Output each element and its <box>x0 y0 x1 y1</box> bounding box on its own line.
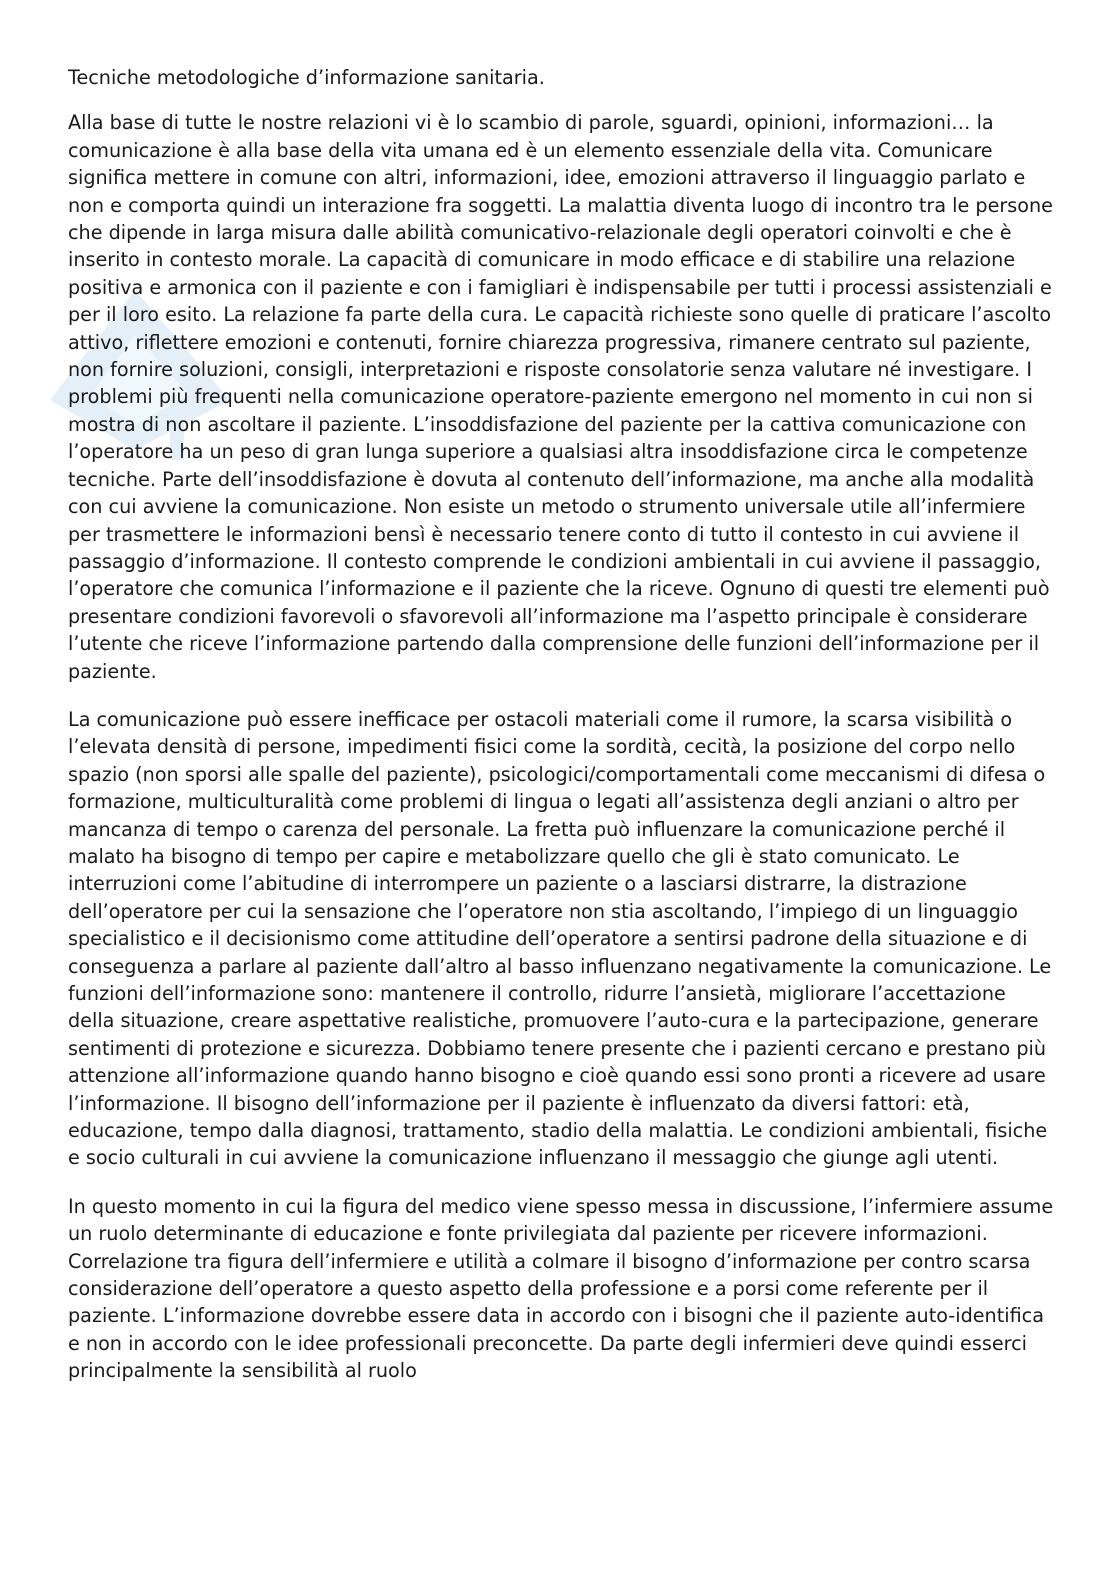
paragraph-3: In questo momento in cui la figura del medico viene spesso messa in discussione, l’infermiere assume un ruolo determinante di educazione e fonte privilegiata dal paziente per ricevere informazioni. Correlazione tra figura dell’infermiere e utilità a colmare il bisogno d’informazione per contro scarsa considerazione dell’operatore a questo aspetto della professione e a porsi come referente per il paziente. L’informazione dovrebbe essere data in accordo con i bisogni che il paziente auto-identifica e non in accordo con le idee professionali preconcette. Da parte degli infermieri deve quindi esserci principalmente la sensibilità al ruolo <box>68 1194 1054 1383</box>
document-title: Tecniche metodologiche d’informazione sanitaria. <box>68 66 545 89</box>
paragraph-1: Alla base di tutte le nostre relazioni vi è lo scambio di parole, sguardi, opinioni, informazioni… la comunicazione è alla base della vita umana ed è un elemento essenziale della vita. Comunicare significa mettere in comune con altri, informazioni, idee, emozioni attraverso il linguaggio parlato e non e comporta quindi un interazione fra soggetti. La malattia diventa luogo di incontro tra le persone che dipende in larga misura dalle abilità comunicativo-relazionale degli operatori coinvolti e che è inserito in contesto morale. La capacità di comunicare in modo efficace e di stabilire una relazione positiva e armonica con il paziente e con i famigliari è indispensabile per tutti i processi assistenziali e per il loro esito. La relazione fa parte della cura. Le capacità richieste sono quelle di praticare l’ascolto attivo, riflettere emozioni e contenuti, fornire chiarezza progressiva, rimanere centrato sul paziente, non fornire soluzioni, consigli, interpretazioni e risposte consolatorie senza valutare né investigare. I problemi più frequenti nella comunicazione operatore-paziente emergono nel momento in cui non si mostra di non ascoltare il paziente. L’insoddisfazione del paziente per la cattiva comunicazione con l’operatore ha un peso di gran lunga superiore a qualsiasi altra insoddisfazione circa le competenze tecniche. Parte dell’insoddisfazione è dovuta al contenuto dell’informazione, ma anche alla modalità con cui avviene la comunicazione. Non esiste un metodo o strumento universale utile all’infermiere per trasmettere le informazioni bensì è necessario tenere conto di tutto il contesto in cui avviene il passaggio d’informazione. Il contesto comprende le condizioni ambientali in cui avviene il passaggio, l’operatore che comunica l’informazione e il paziente che la riceve. Ognuno di questi tre elementi può presentare condizioni favorevoli o sfavorevoli all’informazione ma l’aspetto principale è considerare l’utente che riceve l’informazione partendo dalla comprensione delle funzioni dell’informazione per il paziente. <box>68 111 1053 683</box>
document-body <box>68 64 1058 1406</box>
paragraph-2: La comunicazione può essere inefficace per ostacoli materiali come il rumore, la scarsa visibilità o l’elevata densità di persone, impedimenti fisici come la sordità, cecità, la posizione del corpo nello spazio (non sporsi alle spalle del paziente), psicologici/comportamentali come meccanismi di difesa o formazione, multiculturalità come problemi di lingua o legati all’assistenza degli anziani o altro per mancanza di tempo o carenza del personale. La fretta può influenzare la comunicazione perché il malato ha bisogno di tempo per capire e metabolizzare quello che gli è stato comunicato. Le interruzioni come l’abitudine di interrompere un paziente o a lasciarsi distrarre, la distrazione dell’operatore per cui la sensazione che l’operatore non stia ascoltando, l’impiego di un linguaggio specialistico e il decisionismo come attitudine dell’operatore a sentirsi padrone della situazione e di conseguenza a parlare al paziente dall’altro al basso influenzano negativamente la comunicazione. Le funzioni dell’informazione sono: mantenere il controllo, ridurre l’ansietà, migliorare l’accettazione della situazione, creare aspettative realistiche, promuovere l’auto-cura e la partecipazione, generare sentimenti di protezione e sicurezza. Dobbiamo tenere presente che i pazienti cercano e prestano più attenzione all’informazione quando hanno bisogno e cioè quando essi sono pronti a ricevere ad usare l’informazione. Il bisogno dell’informazione per il paziente è influenzato da diversi fattori: età, educazione, tempo dalla diagnosi, trattamento, stadio della malattia. Le condizioni ambientali, fisiche e socio culturali in cui avviene la comunicazione influenzano il messaggio che giunge agli utenti. <box>68 707 1052 1170</box>
